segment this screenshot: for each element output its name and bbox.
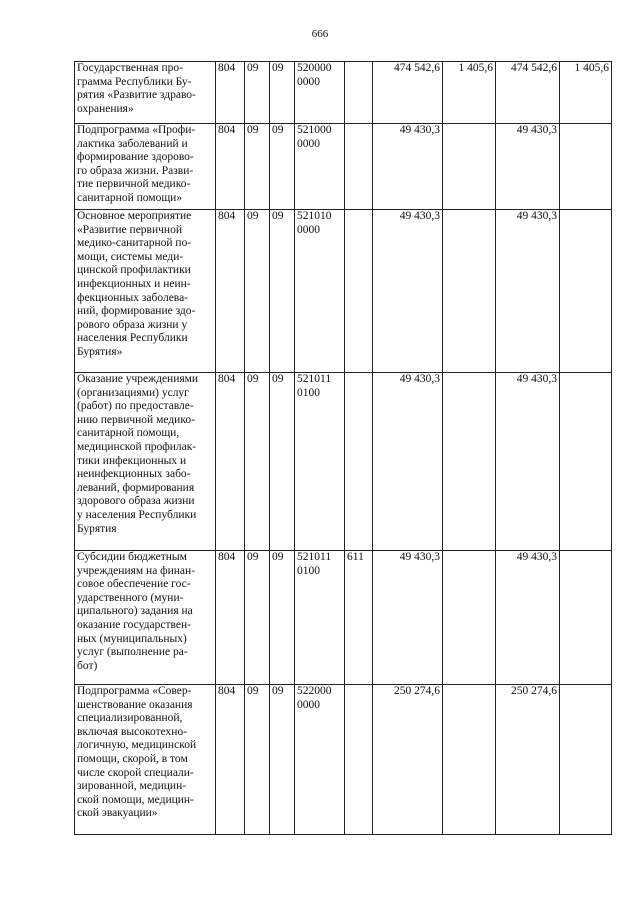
amount-2: [443, 124, 496, 210]
ministry-code: 804: [216, 62, 245, 124]
row-name: Государственная про- грамма Республики Бу- рятия «Развитие здраво- охранения»: [75, 62, 216, 124]
expense-type-code: [345, 124, 373, 210]
table-row: [75, 124, 612, 210]
section-code: 09: [245, 62, 270, 124]
amount-1: 250 274,6: [373, 685, 443, 835]
subsection-code: 09: [270, 124, 295, 210]
amount-4: [560, 373, 612, 551]
expense-type-code: 611: [345, 551, 373, 685]
target-article-code: 521010 0000: [295, 210, 345, 373]
table-row: [75, 373, 612, 551]
amount-2: [443, 685, 496, 835]
section-code: 09: [245, 210, 270, 373]
subsection-code: 09: [270, 373, 295, 551]
row-name: Оказание учреждениями (организациями) услуг (работ) по предоставле- нию первичной медико- санитарной помощи, медицинской профилак- тики инфекционных и неинфекционных забо- леваний, формирования здорового образа жизни у населения Республики Бурятия: [75, 373, 216, 551]
table-row: [75, 551, 612, 685]
amount-4: [560, 685, 612, 835]
target-article-code: 521000 0000: [295, 124, 345, 210]
amount-3: 49 430,3: [496, 210, 560, 373]
target-article-code: 520000 0000: [295, 62, 345, 124]
target-article-code: 521011 0100: [295, 551, 345, 685]
section-code: 09: [245, 551, 270, 685]
ministry-code: 804: [216, 551, 245, 685]
subsection-code: 09: [270, 551, 295, 685]
amount-3: 49 430,3: [496, 551, 560, 685]
amount-2: [443, 373, 496, 551]
section-code: 09: [245, 685, 270, 835]
section-code: 09: [245, 124, 270, 210]
table-row: [75, 62, 612, 124]
ministry-code: 804: [216, 685, 245, 835]
amount-1: 474 542,6: [373, 62, 443, 124]
expense-type-code: [345, 210, 373, 373]
row-name: Основное мероприятие «Развитие первичной медико-санитарной по- мощи, системы меди- цинской профилактики инфекционных и неин- фекционных заболева- ний, формирование здо- рового образа жизни у населения Республики Бурятия»: [75, 210, 216, 373]
target-article-code: 522000 0000: [295, 685, 345, 835]
target-article-code: 521011 0100: [295, 373, 345, 551]
amount-2: [443, 210, 496, 373]
amount-2: 1 405,6: [443, 62, 496, 124]
amount-3: 250 274,6: [496, 685, 560, 835]
row-name: Подпрограмма «Совер- шенствование оказания специализированной, включая высокотехно- логичную, медицинской помощи, скорой, в том числе скорой специали- зированной, медицин- ской помощи, медицин- ской эвакуации»: [75, 685, 216, 835]
subsection-code: 09: [270, 685, 295, 835]
amount-1: 49 430,3: [373, 210, 443, 373]
amount-1: 49 430,3: [373, 373, 443, 551]
expense-type-code: [345, 62, 373, 124]
subsection-code: 09: [270, 210, 295, 373]
amount-1: 49 430,3: [373, 124, 443, 210]
amount-4: [560, 210, 612, 373]
section-code: 09: [245, 373, 270, 551]
table-row: [75, 210, 612, 373]
amount-3: 49 430,3: [496, 373, 560, 551]
row-name: Подпрограмма «Профи- лактика заболеваний и формирование здорово- го образа жизни. Разви- тие первичной медико- санитарной помощи»: [75, 124, 216, 210]
amount-3: 49 430,3: [496, 124, 560, 210]
row-name: Субсидии бюджетным учреждениям на финан- совое обеспечение гос- ударственного (муни- ципального) задания на оказание государствен- ных (муниципальных) услуг (выполнение ра- бот): [75, 551, 216, 685]
ministry-code: 804: [216, 124, 245, 210]
budget-table: [74, 61, 612, 835]
expense-type-code: [345, 685, 373, 835]
amount-4: 1 405,6: [560, 62, 612, 124]
amount-1: 49 430,3: [373, 551, 443, 685]
subsection-code: 09: [270, 62, 295, 124]
amount-4: [560, 551, 612, 685]
expense-type-code: [345, 373, 373, 551]
table-row: [75, 685, 612, 835]
amount-3: 474 542,6: [496, 62, 560, 124]
amount-2: [443, 551, 496, 685]
amount-4: [560, 124, 612, 210]
ministry-code: 804: [216, 210, 245, 373]
ministry-code: 804: [216, 373, 245, 551]
page-number: 666: [311, 28, 329, 40]
